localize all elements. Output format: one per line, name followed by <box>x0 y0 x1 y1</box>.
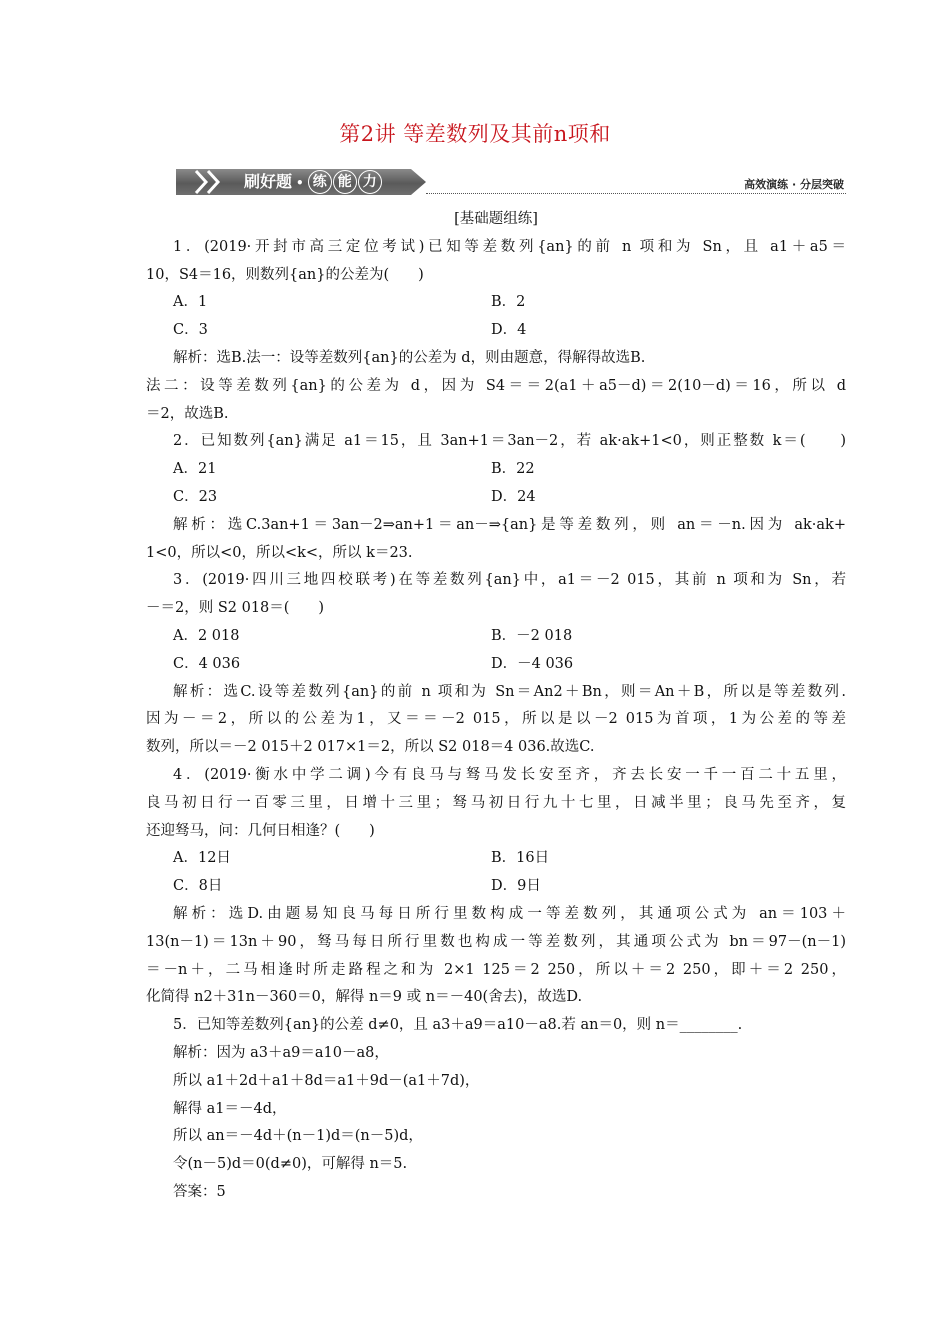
question-2-solution: 解析：选C.3an+1＝3an－2⇒an+1＝an－⇒{an}是等差数列，则 an＝－n.因为 ak·ak+ <box>173 516 846 533</box>
question-4-solution-cont-1: 13(n－1)＝13n＋90，驽马每日所行里数也构成一等差数列，其通项公式为 bn＝97－(n－1) <box>146 933 846 950</box>
question-1-stem: 1．(2019·开封市高三定位考试)已知等差数列{an}的前 n 项和为 Sn，且 a1＋a5＝ <box>173 238 846 255</box>
option-b: B．－2 018 <box>491 627 573 644</box>
question-2-options-row-2 <box>146 484 846 512</box>
question-2-options-row-1 <box>146 456 846 484</box>
document-body <box>146 206 846 1207</box>
banner-char-1: 练 <box>308 170 332 194</box>
question-2-stem: 2．已知数列{an}满足 a1＝15，且 3an+1＝3an－2，若 ak·ak+1<0，则正整数 k＝( ) <box>173 433 846 450</box>
question-3-options-row-1 <box>146 623 846 651</box>
banner-dotted-line <box>426 193 846 194</box>
question-1-solution-cont: ＝2，故选B. <box>146 405 229 422</box>
question-4-options-row-1 <box>146 845 846 873</box>
question-4-options-row-2 <box>146 873 846 901</box>
section-heading: [基础题组练] <box>454 211 538 227</box>
option-d: D．－4 036 <box>491 655 574 672</box>
question-1-stem-cont: 10，S4＝16，则数列{an}的公差为( ) <box>146 266 424 283</box>
banner-char-3: 力 <box>358 170 382 194</box>
question-1-options-row-1 <box>146 289 846 317</box>
section-banner <box>176 163 846 199</box>
banner-char-2: 能 <box>333 170 357 194</box>
question-5-solution-3: 解得 a1＝－4d， <box>173 1100 287 1117</box>
question-4-solution-cont-3: 化简得 n2＋31n－360＝0，解得 n＝9 或 n＝－40(舍去)，故选D. <box>146 989 583 1006</box>
question-4-stem-cont-2: 还迎驽马，问：几何日相逢？( ) <box>146 822 375 839</box>
question-3-options-row-2 <box>146 651 846 679</box>
question-4-solution-cont-2: ＝－n＋，二马相逢时所走路程之和为 2×1 125＝2 250，所以＋＝2 250，即＋＝2 250， <box>146 961 846 978</box>
banner-label <box>244 169 383 195</box>
question-4-stem-cont-1: 良马初日行一百零三里，日增十三里；驽马初日行九十七里，日减半里；良马先至齐，复 <box>146 794 846 811</box>
option-d: D．9日 <box>491 878 541 895</box>
question-5-answer: 答案：5 <box>173 1183 226 1200</box>
page-title: 第2讲 等差数列及其前n项和 <box>339 122 611 146</box>
option-a: A．1 <box>173 294 208 311</box>
question-2-solution-cont: 1<0，所以<0，所以<k<，所以 k＝23. <box>146 544 413 561</box>
question-1-solution: 解析：选B.法一：设等差数列{an}的公差为 d，则由题意，得解得故选B. <box>173 349 646 366</box>
question-5-stem: 5．已知等差数列{an}的公差 d≠0，且 a3＋a9＝a10－a8.若 an＝0，则 n＝________. <box>173 1017 743 1034</box>
option-b: B．16日 <box>491 850 550 867</box>
option-a: A．12日 <box>173 850 231 867</box>
question-3-stem: 3．(2019·四川三地四校联考)在等差数列{an}中，a1＝－2 015，其前 n 项和为 Sn，若 <box>173 572 846 589</box>
option-c: C．23 <box>173 488 218 505</box>
question-3-solution: 解析：选C.设等差数列{an}的前 n 项和为 Sn＝An2＋Bn，则＝An＋B，所以是等差数列. <box>173 683 846 700</box>
option-b: B．2 <box>491 294 526 311</box>
question-5-solution-1: 解析：因为 a3＋a9＝a10－a8， <box>173 1044 389 1061</box>
question-5-solution-5: 令(n－5)d＝0(d≠0)，可解得 n＝5. <box>173 1156 408 1173</box>
question-4-solution: 解析：选D.由题易知良马每日所行里数构成一等差数列，其通项公式为 an＝103＋ <box>173 905 846 922</box>
question-3-stem-cont: －＝2，则 S2 018＝( ) <box>146 600 325 617</box>
question-1-options-row-2 <box>146 317 846 345</box>
option-a: A．21 <box>173 461 217 478</box>
option-d: D．24 <box>491 488 536 505</box>
question-3-solution-cont-1: 因为－＝2，所以的公差为1，又＝＝－2 015，所以是以－2 015为首项，1为公差的等差 <box>146 711 846 728</box>
banner-subtitle: 高效演练 · 分层突破 <box>744 178 844 191</box>
option-b: B．22 <box>491 461 535 478</box>
question-5-solution-2: 所以 a1＋2d＋a1＋8d＝a1＋9d－(a1＋7d)， <box>173 1072 480 1089</box>
option-c: C．3 <box>173 322 208 339</box>
option-c: C．8日 <box>173 878 223 895</box>
question-1-solution-method-2: 法二：设等差数列{an}的公差为 d，因为 S4＝＝2(a1＋a5－d)＝2(10－d)＝16，所以 d <box>146 377 846 394</box>
option-c: C．4 036 <box>173 655 241 672</box>
double-chevron-icon <box>192 169 228 195</box>
option-a: A．2 018 <box>173 627 240 644</box>
option-d: D．4 <box>491 322 527 339</box>
banner-main-text: 刷好题 <box>244 172 293 191</box>
question-4-stem: 4．(2019·衡水中学二调)今有良马与驽马发长安至齐，齐去长安一千一百二十五里， <box>173 766 846 783</box>
question-5-solution-4: 所以 an＝－4d＋(n－1)d＝(n－5)d， <box>173 1128 423 1145</box>
banner-dot: • <box>296 176 304 190</box>
question-3-solution-cont-2: 数列，所以＝－2 015＋2 017×1＝2，所以 S2 018＝4 036.故选C. <box>146 739 595 756</box>
